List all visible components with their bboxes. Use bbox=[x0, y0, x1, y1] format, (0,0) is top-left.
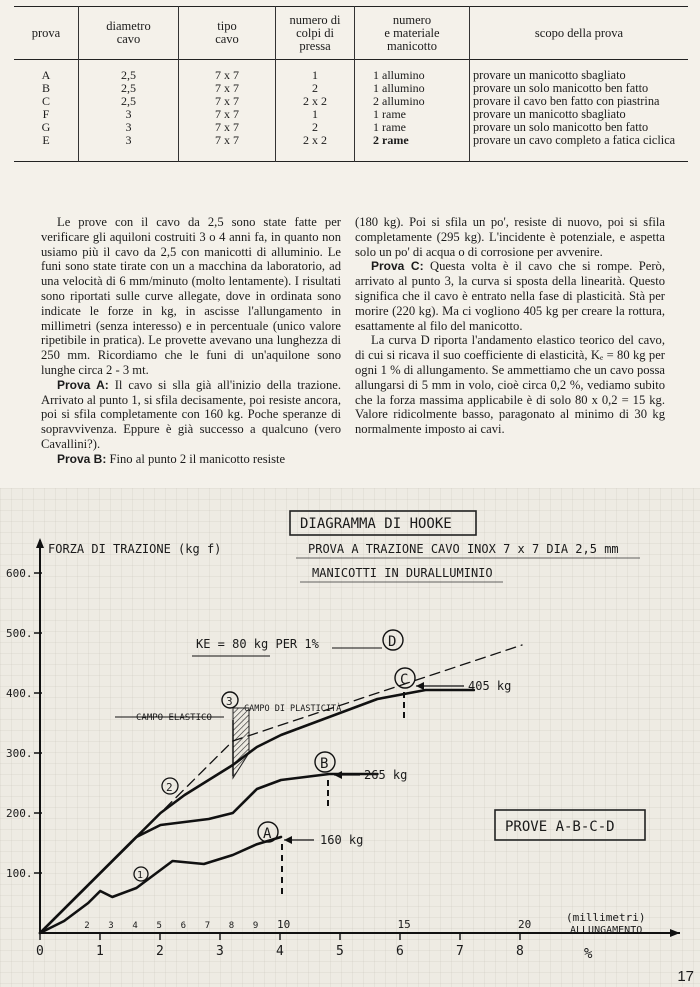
prova-c-text: Questa volta è il cavo che si rompe. Però, arrivato al punto 3, la curva si sposta della linearità. Questo significa che il cavo è entrato nella fase di plasticità. Stà per morire (220 kg). Ma ci vogliono 405 kg per creare la rottura, esattamente al filo del manicotto. bbox=[355, 259, 665, 333]
cell-tipo: 7 x 7 bbox=[179, 60, 276, 83]
y-tick-label: 200. bbox=[6, 807, 33, 820]
paragraph-prova-a bbox=[41, 378, 341, 452]
cell-prova: C bbox=[41, 94, 50, 108]
prova-a-label: Prova A: bbox=[57, 377, 109, 392]
x-mm-tick-label: 15 bbox=[397, 918, 411, 931]
x-mm-tick-label: 10 bbox=[277, 918, 291, 931]
x-mm-tick-label: 6 bbox=[180, 921, 187, 931]
table-row bbox=[14, 134, 688, 162]
table-row bbox=[14, 60, 688, 83]
cell-diam: 2,5 bbox=[79, 95, 179, 108]
cell-mat: 1 rame bbox=[355, 108, 470, 121]
x-pct-tick-label: 3 bbox=[216, 944, 224, 959]
cell-colpi: 2 bbox=[276, 82, 355, 95]
x-mm-tick-label: 8 bbox=[228, 921, 235, 931]
diagram-subtitle-1: PROVA A TRAZIONE CAVO INOX 7 x 7 DIA 2,5 mm bbox=[308, 542, 619, 556]
x-mm-tick-label: 2 bbox=[84, 921, 90, 931]
x-label-percent: % bbox=[584, 946, 593, 962]
paragraph-prova-b-cont: (180 kg). Poi si sfila un po', resiste di nuovo, poi si sfila completamente (295 kg). L'incidente è potenziale, e aspetta solo un po' di acqua o di corrosione per avvenire. bbox=[355, 215, 665, 259]
cell-tipo: 7 x 7 bbox=[179, 82, 276, 95]
point-1-label: 1 bbox=[137, 870, 144, 881]
x-pct-tick-label: 5 bbox=[336, 944, 344, 959]
y-tick-label: 300. bbox=[6, 747, 33, 760]
column-right bbox=[355, 215, 665, 437]
header-scopo: scopo della prova bbox=[470, 7, 689, 60]
curve-a-label: A bbox=[263, 826, 272, 842]
cell-scopo: provare un manicotto sbagliato bbox=[470, 60, 689, 83]
cell-prova: G bbox=[41, 120, 51, 134]
cell-diam: 3 bbox=[79, 134, 179, 162]
x-label-allungamento: ALLUNGAMENTO bbox=[570, 925, 643, 936]
point-3-label: 3 bbox=[226, 695, 233, 708]
test-table bbox=[14, 6, 688, 162]
x-pct-tick-label: 0 bbox=[36, 944, 44, 959]
x-mm-tick-label: 5 bbox=[156, 921, 162, 931]
campo-plasticita-label: CAMPO DI PLASTICITÀ bbox=[244, 704, 342, 714]
cell-scopo: provare un solo manicotto ben fatto bbox=[470, 121, 689, 134]
annotation-265: 265 kg bbox=[364, 768, 408, 782]
cell-scopo: provare un cavo completo a fatica ciclica bbox=[470, 134, 689, 162]
cell-tipo: 7 x 7 bbox=[179, 121, 276, 134]
cell-scopo: provare un manicotto sbagliato bbox=[470, 108, 689, 121]
header-colpi-text: numero di colpi di pressa bbox=[289, 12, 341, 53]
x-mm-tick-label: 7 bbox=[204, 921, 211, 931]
prova-b-label: Prova B: bbox=[57, 451, 107, 466]
x-pct-tick-label: 6 bbox=[396, 944, 404, 959]
table-header-row bbox=[14, 7, 688, 60]
cell-diam: 2,5 bbox=[79, 82, 179, 95]
prova-b-text: Fino al punto 2 il manicotto resiste bbox=[106, 451, 286, 466]
cell-colpi: 1 bbox=[276, 60, 355, 83]
cell-colpi: 1 bbox=[276, 108, 355, 121]
diagram-subtitle-2: MANICOTTI IN DURALLUMINIO bbox=[312, 566, 493, 580]
header-diametro-text: diametro cavo bbox=[106, 19, 151, 46]
column-left bbox=[41, 215, 341, 467]
header-tipo-text: tipo cavo bbox=[215, 19, 239, 46]
y-tick-label: 400. bbox=[6, 687, 33, 700]
x-pct-tick-label: 7 bbox=[456, 944, 464, 959]
paragraph-intro: Le prove con il cavo da 2,5 sono state fatte per verificare gli aquiloni costruiti 3 o 4 anni fa, in quanto non usiamo più il cavo da 2,5 con manicotti di alluminio. Le funi sono state tirate con un a macchina da laboratorio, ad una velocità di 6 mm/minuto (molto lentamente). I risultati sono riportati sulle curve allegate, dove in ordinata sono indicate le forze in kg, in ascisse l'allungamento in millimetri (senza interesso) e in percentuale (unico valore ripetibile in pratica). Le provette avevano una lunghezza di 250 mm. Ricordiamo che le funi di un'aquilone sono lunghe circa 2 - 3 mt. bbox=[41, 215, 341, 377]
y-axis-label: FORZA DI TRAZIONE (kg f) bbox=[48, 542, 222, 556]
paragraph-prova-c bbox=[355, 259, 665, 333]
header-colpi bbox=[276, 7, 355, 60]
x-pct-tick-label: 8 bbox=[516, 944, 524, 959]
curve-b-label: B bbox=[320, 756, 329, 772]
annotation-160: 160 kg bbox=[320, 833, 364, 847]
cell-tipo: 7 x 7 bbox=[179, 108, 276, 121]
cell-scopo: provare il cavo ben fatto con piastrina bbox=[470, 95, 689, 108]
y-tick-label: 600. bbox=[6, 567, 33, 580]
x-pct-tick-label: 1 bbox=[96, 944, 104, 959]
cell-prova: E bbox=[42, 133, 50, 147]
header-materiale bbox=[355, 7, 470, 60]
curve-d-label: D bbox=[388, 634, 397, 650]
cell-prova: F bbox=[42, 107, 50, 121]
y-tick-label: 500. bbox=[6, 627, 33, 640]
cell-prova: A bbox=[41, 68, 51, 82]
paragraph-curva-d: La curva D riporta l'andamento elastico teorico del cavo, di cui si ricava il suo coefficiente di elasticità, Kₑ = 80 kg per ogni 1 % di allungamento. Se ammettiamo che un cavo possa allungarsi di 5 mm in volo, cioè circa 0,2 %, vediamo subito che la forza massima applicabile è di solo 80 x 0,2 = 15 kg. Valore ridicolmente basso, paragonato al minimo di 30 kg normalmente imposto ai cavi. bbox=[355, 333, 665, 437]
y-tick-label: 100. bbox=[6, 867, 33, 880]
campo-elastico-label: CAMPO ELASTICO bbox=[136, 713, 212, 723]
x-pct-tick-label: 4 bbox=[276, 944, 284, 959]
cell-mat: 2 rame bbox=[355, 134, 470, 162]
prove-box-label: PROVE A-B-C-D bbox=[505, 819, 615, 835]
cell-mat: 1 allumino bbox=[355, 82, 470, 95]
cell-diam: 3 bbox=[79, 121, 179, 134]
x-pct-tick-label: 2 bbox=[156, 944, 164, 959]
cell-tipo: 7 x 7 bbox=[179, 95, 276, 108]
header-prova: prova bbox=[31, 25, 61, 40]
header-diametro bbox=[79, 7, 179, 60]
header-tipo bbox=[179, 7, 276, 60]
paragraph-prova-b bbox=[41, 452, 341, 467]
ke-label: KE = 80 kg PER 1% bbox=[196, 637, 319, 651]
cell-tipo: 7 x 7 bbox=[179, 134, 276, 162]
diagram-title: DIAGRAMMA DI HOOKE bbox=[300, 516, 452, 532]
page-number: 17 bbox=[677, 968, 694, 985]
cell-diam: 2,5 bbox=[79, 60, 179, 83]
hooke-diagram bbox=[0, 488, 700, 987]
header-materiale-text: numero e materiale manicotto bbox=[384, 12, 440, 53]
x-label-mm: (millimetri) bbox=[566, 911, 646, 924]
cell-colpi: 2 x 2 bbox=[276, 95, 355, 108]
cell-scopo: provare un solo manicotto ben fatto bbox=[470, 82, 689, 95]
prova-c-label: Prova C: bbox=[371, 259, 424, 274]
cell-colpi: 2 bbox=[276, 121, 355, 134]
cell-diam: 3 bbox=[79, 108, 179, 121]
curve-c-label: C bbox=[400, 672, 409, 688]
cell-mat: 1 rame bbox=[355, 121, 470, 134]
x-mm-tick-label: 4 bbox=[132, 921, 138, 931]
x-mm-tick-label: 9 bbox=[252, 921, 259, 931]
cell-prova: B bbox=[41, 81, 50, 95]
prova-a-text: Il cavo si slla già all'inizio della trazione. Arrivato al punto 1, si sfila decisamente, poi resiste ancora, poi si sfila completamente con 160 kg. Poche speranze di sopravvivenza. Eppure è già successo a qualcuno (vero Cavallini?). bbox=[41, 377, 341, 451]
cell-mat: 2 allumino bbox=[355, 95, 470, 108]
x-mm-tick-label: 3 bbox=[108, 921, 114, 931]
x-mm-tick-label: 20 bbox=[518, 918, 532, 931]
annotation-405: 405 kg bbox=[468, 679, 512, 693]
point-2-label: 2 bbox=[166, 781, 173, 794]
cell-colpi: 2 x 2 bbox=[276, 134, 355, 162]
cell-mat: 1 allumino bbox=[355, 60, 470, 83]
